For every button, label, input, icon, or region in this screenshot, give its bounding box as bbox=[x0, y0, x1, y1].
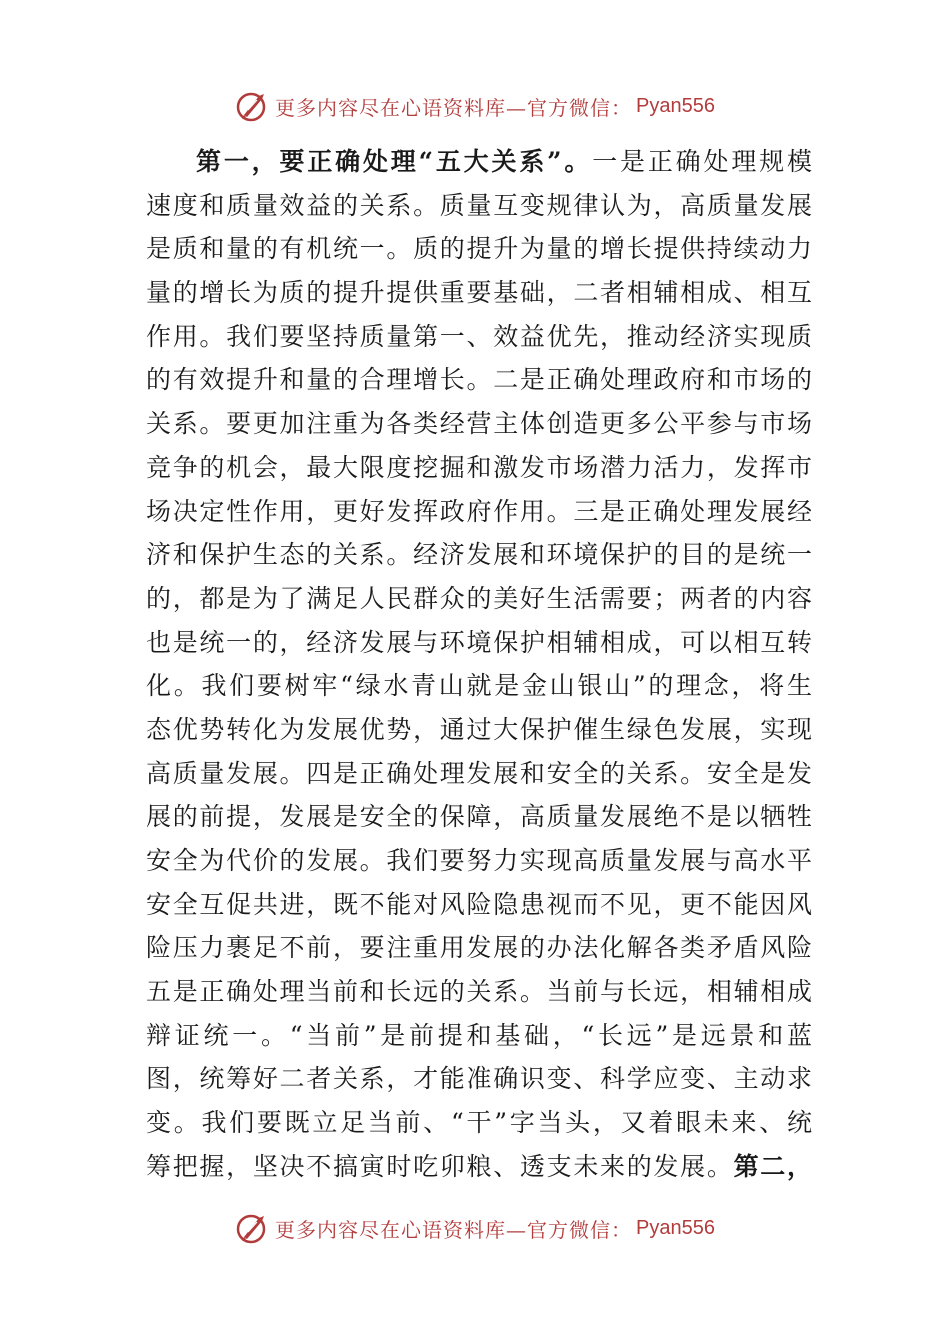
body-line-24: 筹把握，坚决不搞寅时吃卯粮、透支未来的发展。第二， bbox=[146, 1151, 812, 1181]
watermark-text: 更多内容尽在心语资料库—官方微信： bbox=[275, 1217, 633, 1242]
section-heading-first: 第一，要正确处理“五大关系”。 bbox=[196, 147, 593, 176]
body-line-23: 变。我们要既立足当前、“干”字当头，又着眼未来、统 bbox=[146, 1108, 812, 1138]
body-line-16: 展的前提，发展是安全的保障，高质量发展绝不是以牺牲 bbox=[146, 802, 812, 832]
body-line-13: 化。我们要树牢“绿水青山就是金山银山”的理念，将生 bbox=[146, 671, 812, 701]
watermark-text: 更多内容尽在心语资料库—官方微信： bbox=[275, 95, 633, 120]
body-line-6: 的有效提升和量的合理增长。二是正确处理政府和市场的 bbox=[146, 365, 812, 395]
body-line-5: 作用。我们要坚持质量第一、效益优先，推动经济实现质 bbox=[146, 321, 812, 351]
body-line-9: 场决定性作用，更好发挥政府作用。三是正确处理发展经 bbox=[146, 496, 812, 526]
body-line-4: 量的增长为质的提升提供重要基础，二者相辅相成、相互 bbox=[146, 278, 812, 308]
body-line-18: 安全互促共进，既不能对风险隐患视而不见，更不能因风 bbox=[146, 889, 812, 919]
body-line-20: 五是正确处理当前和长远的关系。当前与长远，相辅相成 bbox=[146, 977, 812, 1007]
body-line-8: 竞争的机会，最大限度挖掘和激发市场潜力活力，发挥市 bbox=[146, 452, 812, 482]
body-line-15: 高质量发展。四是正确处理发展和安全的关系。安全是发 bbox=[146, 758, 812, 788]
body-line-14: 态优势转化为发展优势，通过大保护催生绿色发展，实现 bbox=[146, 714, 812, 744]
watermark-wechat-id: Pyan556 bbox=[636, 1216, 715, 1239]
body-line-7: 关系。要更加注重为各类经营主体创造更多公平参与市场 bbox=[146, 409, 812, 439]
body-line-10: 济和保护生态的关系。经济发展和环境保护的目的是统一 bbox=[146, 540, 812, 570]
body-line-1: 第一，要正确处理“五大关系”。一是正确处理规模 bbox=[196, 147, 812, 176]
body-line-21: 辩证统一。“当前”是前提和基础，“长远”是远景和蓝 bbox=[146, 1020, 812, 1050]
quill-pen-logo-icon bbox=[235, 88, 271, 124]
watermark-wechat-id: Pyan556 bbox=[636, 94, 715, 117]
body-line-3: 是质和量的有机统一。质的提升为量的增长提供持续动力 bbox=[146, 234, 812, 264]
header-watermark bbox=[0, 84, 950, 128]
body-line-12: 也是统一的，经济发展与环境保护相辅相成，可以相互转 bbox=[146, 627, 812, 657]
body-line-19: 险压力裹足不前，要注重用发展的办法化解各类矛盾风险 bbox=[146, 933, 812, 963]
body-line-22: 图，统筹好二者关系，才能准确识变、科学应变、主动求 bbox=[146, 1064, 812, 1094]
body-line-2: 速度和质量效益的关系。质量互变规律认为，高质量发展 bbox=[146, 190, 812, 220]
section-heading-second: 第二， bbox=[733, 1151, 812, 1181]
body-line-11: 的，都是为了满足人民群众的美好生活需要；两者的内容 bbox=[146, 583, 812, 613]
body-line-17: 安全为代价的发展。我们要努力实现高质量发展与高水平 bbox=[146, 846, 812, 875]
quill-pen-logo-icon bbox=[235, 1210, 271, 1246]
document-body bbox=[146, 140, 812, 1189]
footer-watermark bbox=[0, 1206, 950, 1250]
